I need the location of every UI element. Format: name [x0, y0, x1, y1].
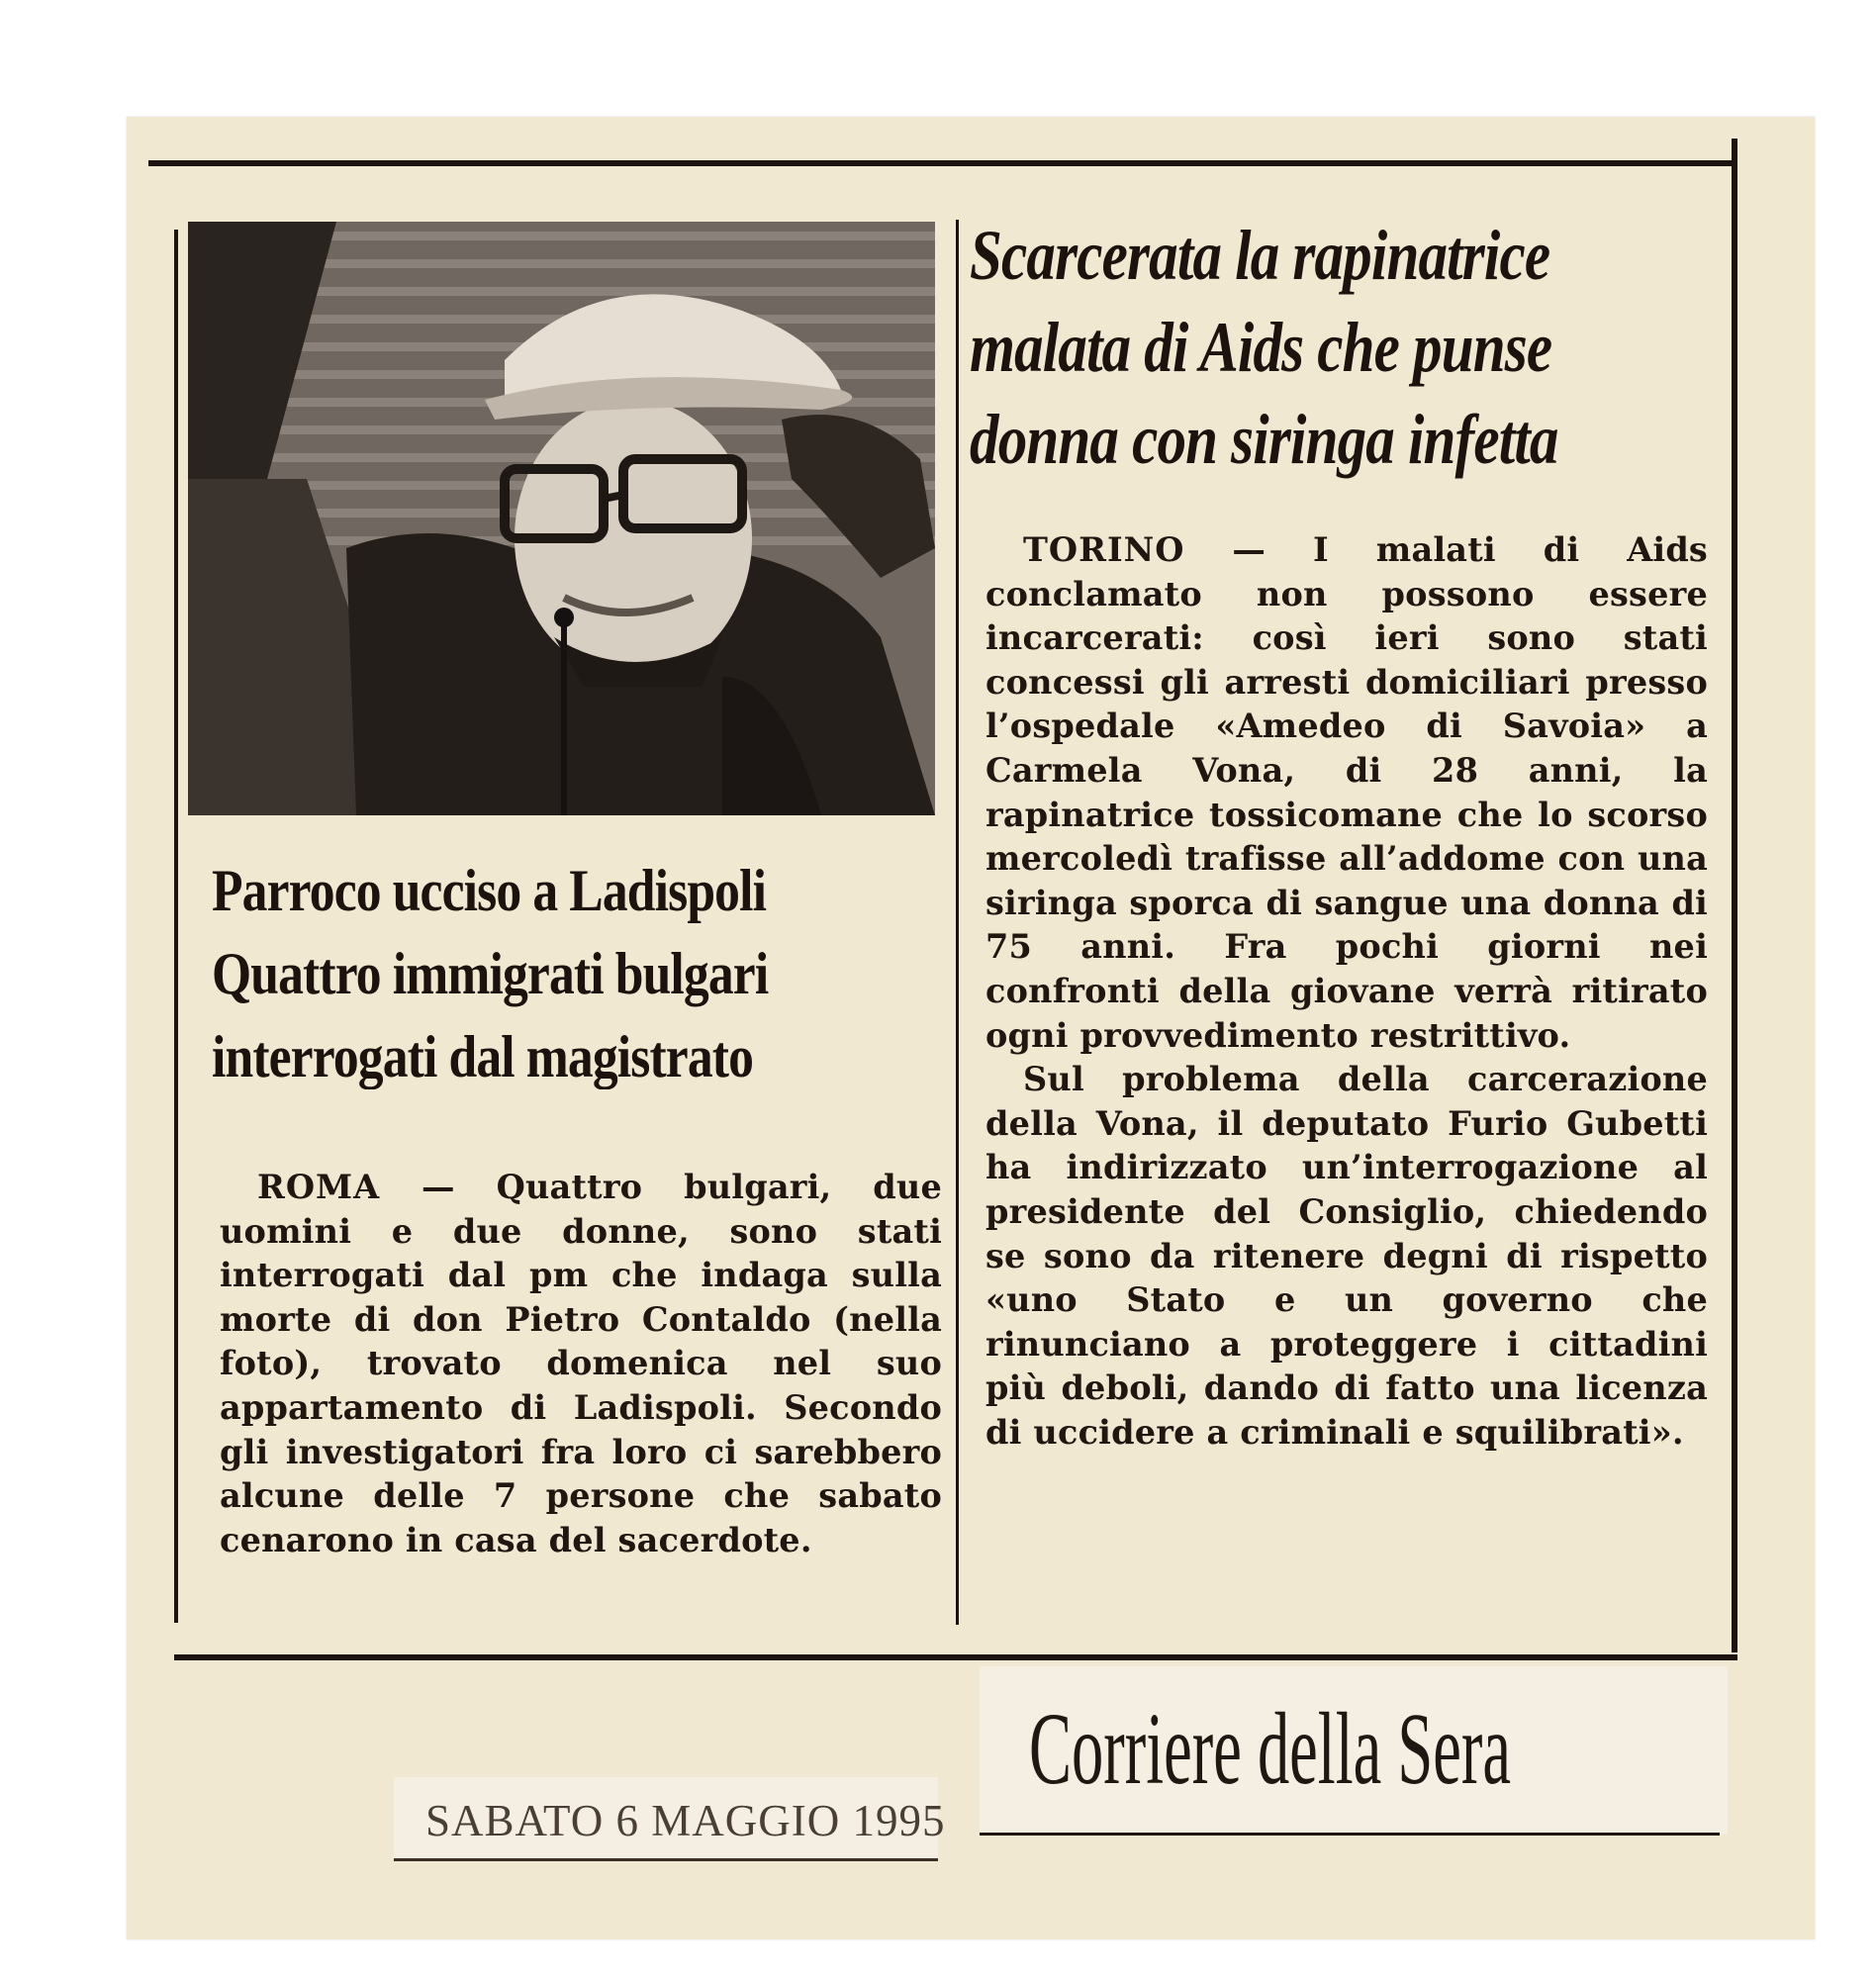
priest-photo	[188, 222, 935, 815]
left-article-dateline: ROMA	[257, 1168, 381, 1206]
right-article-body	[985, 528, 1708, 1455]
left-article-body	[220, 1166, 942, 1562]
left-article-text: — Quattro bulgari, due uomini e due donne, sono stati interrogati dal pm che indaga sulla morte di don Pietro Contaldo (nella foto), trovato domenica nel suo appartamento di Ladispoli. Secondo gli investigatori fra loro ci sarebbero alcune delle 7 persone che sabato cenarono in casa del sacerdote.	[220, 1168, 942, 1559]
left-headline-line-3: interrogati dal magistrato	[212, 1024, 754, 1089]
left-headline-line-1: Parroco ucciso a Ladispoli	[212, 858, 767, 923]
publication-date: SABATO 6 MAGGIO 1995	[425, 1796, 946, 1845]
right-article-paragraph-1	[985, 528, 1708, 1058]
left-headline-line-2: Quattro immigrati bulgari	[212, 941, 769, 1006]
masthead-underline	[980, 1833, 1720, 1836]
right-article-paragraph-2: Sul problema della carcerazione della Vona, il deputato Furio Gubetti ha indirizzato un’interrogazione al presidente del Consiglio, chiedendo se sono da ritenere degni di rispetto «uno Stato e un governo che rinunciano a proteggere i cittadini più deboli, dando di fatto una licenza di uccidere a criminali e squilibrati».	[985, 1060, 1708, 1452]
right-headline-line-3: donna con siringa infetta	[970, 400, 1558, 479]
left-article-headline	[212, 849, 841, 1098]
top-border-rule	[148, 160, 1735, 166]
column-divider-rule	[956, 220, 959, 1625]
right-article-paragraph-1-text: — I malati di Aids conclamato non possono essere incarcerati: così ieri sono stati concessi gli arresti domiciliari presso l’ospedale «Amedeo di Savoia» a Carmela Vona, di 28 anni, la rapinatrice tossicomane che lo scorso mercoledì trafisse all’addome con una siringa sporca di sangue una donna di 75 anni. Fra pochi giorni nei confronti della giovane verrà ritirato ogni provvedimento restrittivo.	[985, 530, 1708, 1055]
right-article-headline	[970, 210, 1586, 486]
bottom-border-rule	[174, 1654, 1737, 1660]
newspaper-masthead: Corriere della Sera	[1029, 1692, 1511, 1806]
right-article-dateline: TORINO	[1023, 530, 1185, 569]
right-headline-line-1: Scarcerata la rapinatrice	[970, 216, 1550, 295]
right-headline-line-2: malata di Aids che punse	[970, 308, 1552, 387]
right-border-rule	[1732, 139, 1737, 1652]
left-border-rule	[174, 230, 178, 1623]
priest-portrait-image	[188, 222, 935, 815]
